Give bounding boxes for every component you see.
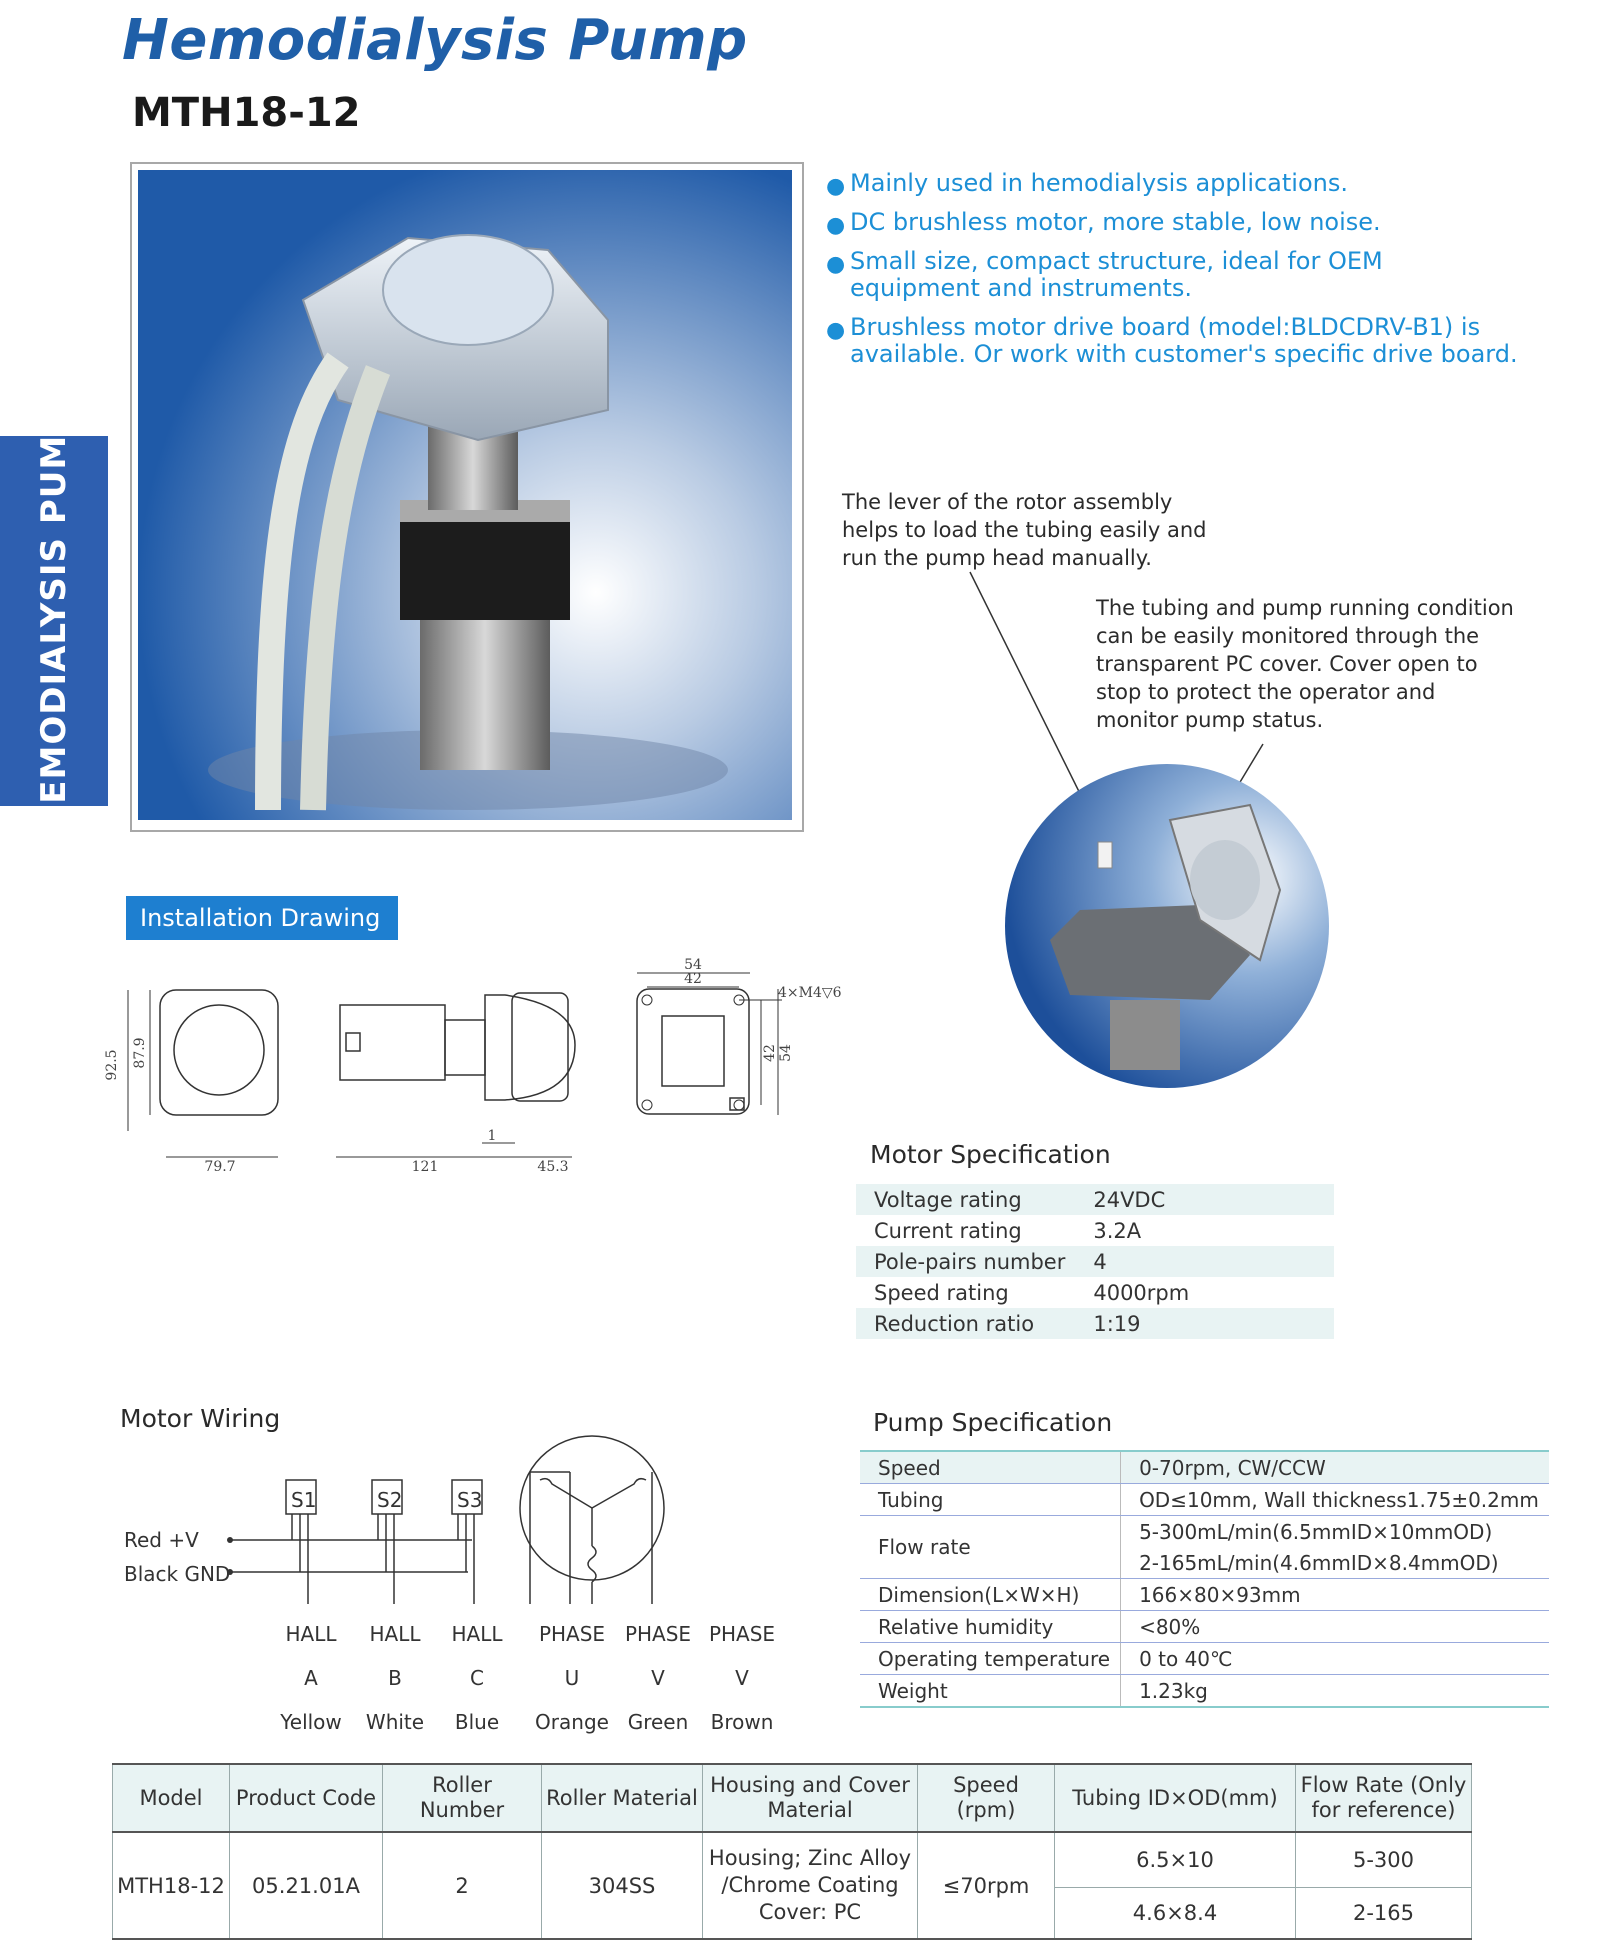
dim-side1: 42 [762,1044,778,1062]
feature-item: ● Brushless motor drive board (model:BLDCDRV-B1) is available. Or work with customer's specific drive board. [826,313,1518,368]
feature-item: ● Mainly used in hemodialysis applications. [826,169,1348,199]
dim-side2: 54 [778,1044,794,1062]
dim-len: 121 [411,1159,439,1175]
installation-drawing [104,945,870,1175]
table-row: Speed 0-70rpm, CW/CCW [860,1451,1549,1484]
wiring-diagram [120,1436,780,1616]
dim-w1: 79.7 [204,1159,236,1175]
dim-w2: 45.3 [537,1159,569,1175]
table-row: Voltage rating 24VDC [856,1184,1334,1215]
bullet-icon: ● [826,174,846,199]
wire-column: PHASE U Orange [535,1622,609,1734]
table-row: Reduction ratio 1:19 [856,1308,1334,1339]
wire-column: PHASE V Green [624,1622,692,1734]
wiring-legend [276,1612,776,1752]
sensor-s2-label: S2 [377,1488,403,1512]
pump-spec-table [860,1450,1549,1708]
motor-spec-heading: Motor Specification [870,1140,1111,1169]
pump-spec-heading: Pump Specification [873,1408,1113,1437]
side-tab-label: HEMODIALYSIS PUMP [34,408,74,834]
black-wire-label: Black GND [124,1562,231,1586]
table-row: Current rating 3.2A [874,1218,1142,1243]
dim-top1: 54 [684,957,702,973]
table-row: Pole-pairs number 4 [856,1246,1334,1277]
sensor-s3-label: S3 [457,1488,483,1512]
red-wire-label: Red +V [124,1528,199,1552]
bullet-icon: ● [826,318,846,343]
wire-column: HALL B White [365,1622,425,1734]
dim-h1: 92.5 [104,1049,120,1081]
side-tab [0,408,108,834]
dim-h2: 87.9 [132,1037,148,1069]
page-title: Hemodialysis Pump [122,8,748,73]
table-row: 4.6×8.4 2-165 [113,1888,1472,1940]
bullet-icon: ● [826,213,846,238]
table-row: Weight 1.23kg [860,1675,1549,1708]
installation-drawing-label: Installation Drawing [126,896,398,940]
dim-gap: 1 [487,1128,497,1144]
table-header-row: Model Product Code Roller Number Roller Material Housing and Cover Material Speed (rpm) Tubing ID×OD(mm) Flow Rate (Only for reference) [113,1764,1472,1832]
table-row: Speed rating 4000rpm [874,1280,1190,1305]
table-row: Tubing OD≤10mm, Wall thickness1.75±0.2mm [860,1484,1549,1516]
cover-note: The tubing and pump running condition can be easily monitored through the transparent PC cover. Cover open to stop to protect the operator and monitor pump status. [1096,596,1514,732]
wire-column: HALL C Blue [451,1622,503,1734]
table-row: MTH18-12 05.21.01A 2 304SS Housing; Zinc Alloy /Chrome Coating Cover: PC ≤70rpm 6.5×10 5-300 [113,1832,1472,1888]
wire-column: PHASE V Brown [708,1622,776,1734]
product-photo [138,170,792,820]
product-table [112,1763,1472,1940]
table-row: Operating temperature 0 to 40℃ [860,1643,1549,1675]
dim-top2: 42 [684,971,702,987]
table-row: 2-165mL/min(4.6mmID×8.4mmOD) [860,1547,1549,1579]
wire-column: HALL A Yellow [280,1622,342,1734]
feature-item: ● Small size, compact structure, ideal for OEM equipment and instruments. [826,247,1383,302]
table-row: Relative humidity <80% [860,1611,1549,1643]
lever-note: The lever of the rotor assembly helps to load the tubing easily and run the pump head manually. [842,490,1207,570]
sensor-s1-label: S1 [291,1488,317,1512]
bullet-icon: ● [826,252,846,277]
table-row: Dimension(L×W×H) 166×80×93mm [860,1579,1549,1611]
feature-item: ● DC brushless motor, more stable, low noise. [826,208,1381,238]
table-row: Flow rate 5-300mL/min(6.5mmID×10mmOD) [860,1516,1549,1548]
model-number: MTH18-12 [132,90,361,136]
feature-list [820,170,1520,380]
detail-callout [960,560,1380,1120]
motor-wiring-heading: Motor Wiring [120,1404,281,1433]
motor-spec-table [856,1184,1334,1339]
dim-holes: 4×M4▽6 [778,985,842,1001]
